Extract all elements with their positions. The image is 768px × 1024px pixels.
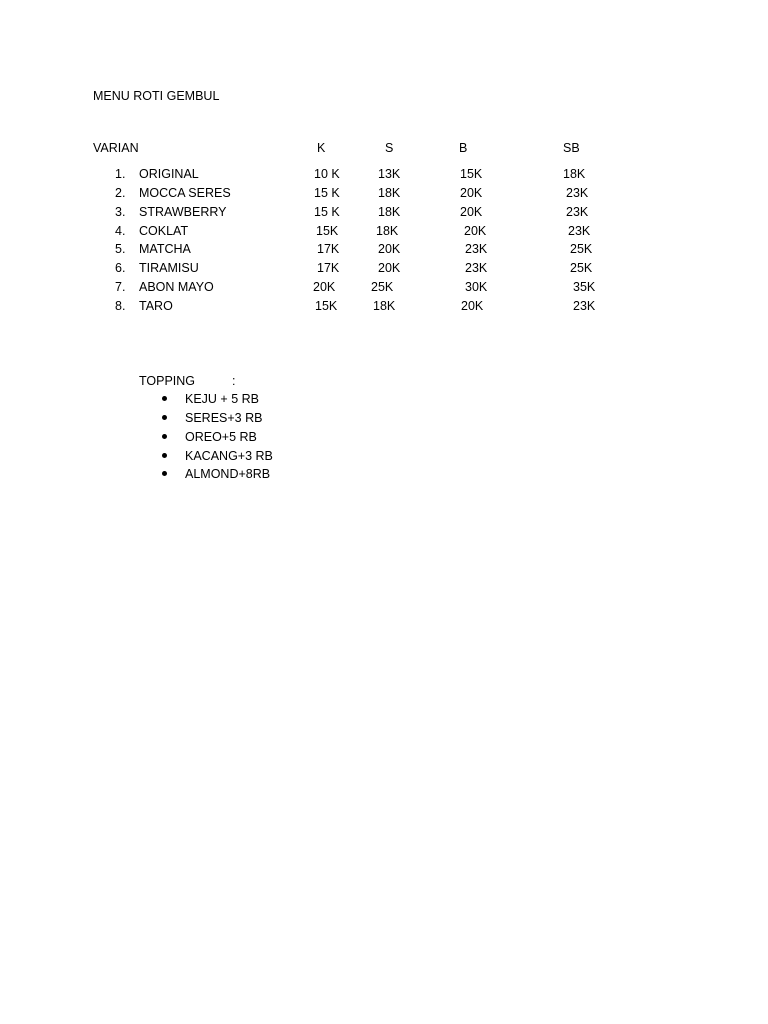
row-price-k: 10 K xyxy=(314,167,340,181)
row-variant: TARO xyxy=(139,299,173,313)
row-price-s: 13K xyxy=(378,167,401,181)
row-variant: COKLAT xyxy=(139,224,189,238)
row-price-b: 20K xyxy=(460,186,483,200)
topping-item: KACANG+3 RB xyxy=(185,449,273,463)
row-price-sb: 35K xyxy=(573,280,596,294)
row-price-s: 20K xyxy=(378,242,401,256)
bullet-icon xyxy=(162,396,167,401)
row-price-sb: 23K xyxy=(566,205,589,219)
row-number: 5. xyxy=(115,242,126,256)
row-price-k: 15 K xyxy=(314,186,340,200)
row-price-sb: 25K xyxy=(570,261,593,275)
row-price-b: 20K xyxy=(464,224,487,238)
row-price-k: 15K xyxy=(315,299,338,313)
topping-item: SERES+3 RB xyxy=(185,411,263,425)
row-variant: MOCCA SERES xyxy=(139,186,231,200)
row-price-b: 20K xyxy=(461,299,484,313)
header-varian: VARIAN xyxy=(93,141,139,155)
row-number: 2. xyxy=(115,186,126,200)
row-price-k: 17K xyxy=(317,242,340,256)
row-number: 1. xyxy=(115,167,126,181)
row-variant: ORIGINAL xyxy=(139,167,199,181)
bullet-icon xyxy=(162,434,167,439)
row-price-b: 23K xyxy=(465,242,488,256)
row-price-k: 17K xyxy=(317,261,340,275)
row-price-s: 18K xyxy=(373,299,396,313)
row-variant: STRAWBERRY xyxy=(139,205,227,219)
row-variant: ABON MAYO xyxy=(139,280,214,294)
row-price-s: 18K xyxy=(376,224,399,238)
bullet-icon xyxy=(162,453,167,458)
topping-label: TOPPING xyxy=(139,374,196,388)
row-variant: TIRAMISU xyxy=(139,261,199,275)
row-price-sb: 23K xyxy=(566,186,589,200)
row-number: 6. xyxy=(115,261,126,275)
row-price-sb: 23K xyxy=(568,224,591,238)
row-number: 3. xyxy=(115,205,126,219)
row-number: 7. xyxy=(115,280,126,294)
header-sb: SB xyxy=(563,141,580,155)
page-title: MENU ROTI GEMBUL xyxy=(93,89,220,103)
topping-colon: : xyxy=(232,374,236,388)
bullet-icon xyxy=(162,471,167,476)
topping-item: OREO+5 RB xyxy=(185,430,257,444)
row-price-b: 20K xyxy=(460,205,483,219)
topping-item: KEJU + 5 RB xyxy=(185,392,259,406)
row-price-s: 25K xyxy=(371,280,394,294)
header-k: K xyxy=(317,141,326,155)
row-price-b: 23K xyxy=(465,261,488,275)
row-variant: MATCHA xyxy=(139,242,191,256)
row-price-sb: 25K xyxy=(570,242,593,256)
row-number: 8. xyxy=(115,299,126,313)
row-price-s: 20K xyxy=(378,261,401,275)
topping-item: ALMOND+8RB xyxy=(185,467,271,481)
row-price-b: 15K xyxy=(460,167,483,181)
row-price-sb: 18K xyxy=(563,167,586,181)
bullet-icon xyxy=(162,415,167,420)
row-number: 4. xyxy=(115,224,126,238)
row-price-s: 18K xyxy=(378,186,401,200)
header-b: B xyxy=(459,141,468,155)
header-s: S xyxy=(385,141,394,155)
row-price-k: 15K xyxy=(316,224,339,238)
row-price-k: 15 K xyxy=(314,205,340,219)
row-price-k: 20K xyxy=(313,280,336,294)
row-price-s: 18K xyxy=(378,205,401,219)
row-price-b: 30K xyxy=(465,280,488,294)
row-price-sb: 23K xyxy=(573,299,596,313)
